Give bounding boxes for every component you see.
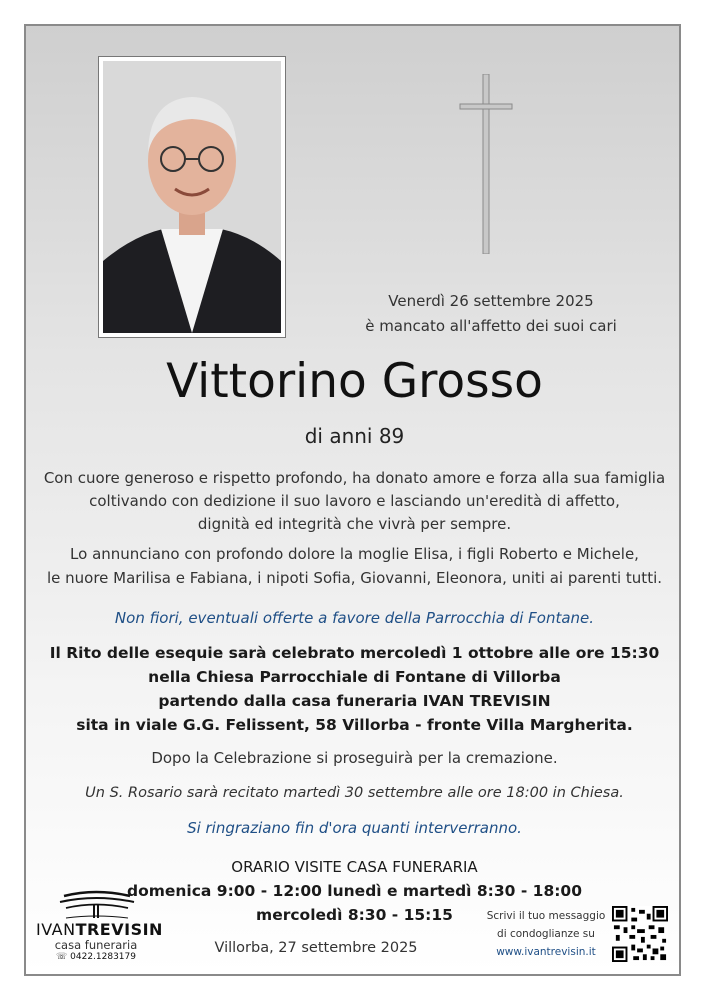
logo-phone: ☏ 0422.1283179 [56,952,136,962]
logo-wordmark: IVANTREVISIN [36,920,163,939]
funeral-line-2: nella Chiesa Parrocchiale di Fontane di Villorba [148,668,561,686]
deceased-age: di anni 89 [304,424,405,448]
thanks-note: Si ringraziano fin d'ora quanti interverranno. [187,819,522,837]
condolence-line-2: di condoglianze su [497,928,595,940]
obituary-frame [24,24,681,976]
announcement-line-2: le nuore Marilisa e Fabiana, i nipoti Sofia, Giovanni, Eleonora, uniti ai parenti tutti. [46,569,663,587]
tribute-line-2: coltivando con dedizione il suo lavoro e lasciando un'eredità di affetto, [89,492,620,510]
funeral-line-3: partendo dalla casa funeraria IVAN TREVISIN [158,692,551,710]
visits-hours-1: domenica 9:00 - 12:00 lunedì e martedì 8:30 - 18:00 [126,882,583,900]
qr-code-icon[interactable] [612,906,668,962]
funeral-line-4: sita in viale G.G. Felissent, 58 Villorba - fronte Villa Margherita. [76,716,633,734]
rosary-note: Un S. Rosario sarà recitato martedì 30 settembre alle ore 18:00 in Chiesa. [85,785,624,801]
logo-subtitle: casa funeraria [54,938,138,952]
death-date: Venerdì 26 settembre 2025 [388,292,594,310]
cremation-note: Dopo la Celebrazione si proseguirà per la cremazione. [151,749,558,767]
announcement-line-1: Lo annunciano con profondo dolore la moglie Elisa, i figli Roberto e Michele, [70,545,639,563]
funeral-line-1: Il Rito delle esequie sarà celebrato mercoledì 1 ottobre alle ore 15:30 [49,644,660,662]
portrait-photo [98,56,286,338]
condolence-website-link[interactable]: www.ivantrevisin.it [496,946,596,958]
flowers-note: Non fiori, eventuali offerte a favore della Parrocchia di Fontane. [114,609,595,627]
condolence-line-1: Scrivi il tuo messaggio [486,910,606,922]
visits-hours-2: mercoledì 8:30 - 15:15 [256,906,453,924]
portrait-image [103,61,281,333]
visits-title: ORARIO VISITE CASA FUNERARIA [231,858,478,876]
cross-icon [458,74,514,254]
place-and-date: Villorba, 27 settembre 2025 [214,940,418,956]
deceased-name: Vittorino Grosso [166,354,543,409]
tribute-line-1: Con cuore generoso e rispetto profondo, ha donato amore e forza alla sua famiglia [43,469,666,487]
tribute-line-3: dignità ed integrità che vivrà per sempre. [197,515,512,533]
phone-icon: ☏ [56,952,68,962]
death-announcement: è mancato all'affetto dei suoi cari [365,317,617,335]
